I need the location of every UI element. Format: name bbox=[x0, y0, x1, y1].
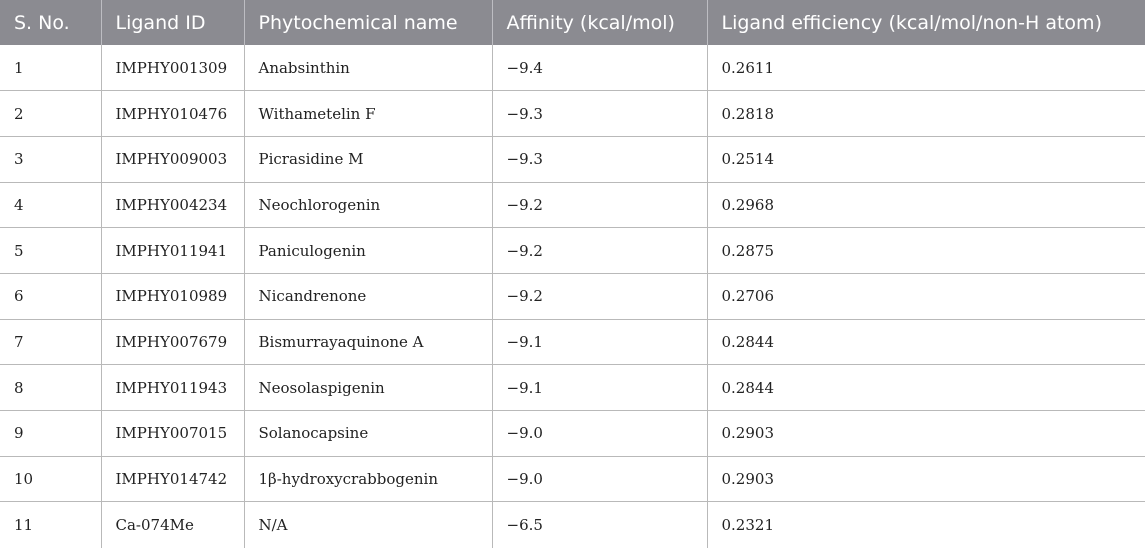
cell-ligand-id: IMPHY009003 bbox=[101, 136, 244, 182]
cell-serial-number: 7 bbox=[0, 319, 101, 365]
table-row bbox=[0, 502, 1145, 548]
header-row bbox=[0, 0, 1145, 45]
cell-affinity: −9.2 bbox=[492, 273, 707, 319]
cell-ligand-id: Ca-074Me bbox=[101, 502, 244, 548]
header-phytochemical-name: Phytochemical name bbox=[244, 0, 492, 45]
cell-serial-number: 4 bbox=[0, 182, 101, 228]
cell-affinity: −6.5 bbox=[492, 502, 707, 548]
cell-serial-number: 11 bbox=[14, 515, 34, 534]
cell-ligand-efficiency: 0.2844 bbox=[707, 365, 1145, 411]
cell-serial-number: 2 bbox=[0, 91, 101, 137]
table-row bbox=[0, 365, 1145, 411]
cell-phytochemical-name: Anabsinthin bbox=[244, 45, 492, 91]
cell-phytochemical-name: Picrasidine M bbox=[244, 136, 492, 182]
cell-phytochemical-name: Solanocapsine bbox=[244, 411, 492, 457]
cell-affinity: −9.2 bbox=[492, 228, 707, 274]
cell-phytochemical-name: Nicandrenone bbox=[244, 273, 492, 319]
cell-serial-number: 9 bbox=[0, 411, 101, 457]
cell-ligand-id: IMPHY007679 bbox=[101, 319, 244, 365]
cell-affinity: −9.1 bbox=[492, 365, 707, 411]
header-ligand-id: Ligand ID bbox=[101, 0, 244, 45]
header-ligand-efficiency: Ligand efficiency (kcal/mol/non-H atom) bbox=[707, 0, 1145, 45]
cell-phytochemical-name: Bismurrayaquinone A bbox=[244, 319, 492, 365]
cell-phytochemical-name: Neochlorogenin bbox=[244, 182, 492, 228]
cell-affinity: −9.0 bbox=[492, 456, 707, 502]
cell-phytochemical-name: Neosolaspigenin bbox=[244, 365, 492, 411]
cell-ligand-efficiency: 0.2968 bbox=[707, 182, 1145, 228]
cell-serial-number: 3 bbox=[0, 136, 101, 182]
cell-ligand-id: IMPHY010989 bbox=[101, 273, 244, 319]
cell-ligand-efficiency: 0.2321 bbox=[707, 502, 1145, 548]
table-body bbox=[0, 45, 1145, 548]
cell-ligand-efficiency: 0.2706 bbox=[707, 273, 1145, 319]
table-row bbox=[0, 273, 1145, 319]
cell-ligand-efficiency: 0.2818 bbox=[707, 91, 1145, 137]
cell-ligand-efficiency: 0.2611 bbox=[707, 45, 1145, 91]
cell-serial-number: 6 bbox=[0, 273, 101, 319]
table-row bbox=[0, 45, 1145, 91]
cell-phytochemical-name: Paniculogenin bbox=[244, 228, 492, 274]
cell-serial-number: 8 bbox=[0, 365, 101, 411]
cell-phytochemical-name: Withametelin F bbox=[244, 91, 492, 137]
table-row bbox=[0, 456, 1145, 502]
cell-serial-number: 10 bbox=[0, 456, 101, 502]
header-affinity: Affinity (kcal/mol) bbox=[492, 0, 707, 45]
cell-ligand-efficiency: 0.2875 bbox=[707, 228, 1145, 274]
table-row bbox=[0, 182, 1145, 228]
cell-ligand-efficiency: 0.2903 bbox=[707, 456, 1145, 502]
cell-ligand-efficiency: 0.2844 bbox=[707, 319, 1145, 365]
table-row bbox=[0, 91, 1145, 137]
cell-ligand-id: IMPHY007015 bbox=[101, 411, 244, 457]
cell-affinity: −9.0 bbox=[492, 411, 707, 457]
cell-affinity: −9.2 bbox=[492, 182, 707, 228]
cell-ligand-id: IMPHY011941 bbox=[101, 228, 244, 274]
cell-affinity: −9.4 bbox=[492, 45, 707, 91]
table-row bbox=[0, 319, 1145, 365]
table-row bbox=[0, 228, 1145, 274]
cell-ligand-id: IMPHY004234 bbox=[101, 182, 244, 228]
cell-phytochemical-name: 1β-hydroxycrabbogenin bbox=[244, 456, 492, 502]
cell-affinity: −9.1 bbox=[492, 319, 707, 365]
table-row bbox=[0, 411, 1145, 457]
cell-ligand-id: IMPHY014742 bbox=[101, 456, 244, 502]
cell-affinity: −9.3 bbox=[492, 91, 707, 137]
header-serial-number: S. No. bbox=[14, 11, 70, 34]
cell-serial-number: 5 bbox=[0, 228, 101, 274]
table-row bbox=[0, 136, 1145, 182]
cell-affinity: −9.3 bbox=[492, 136, 707, 182]
cell-ligand-id: IMPHY001309 bbox=[101, 45, 244, 91]
cell-ligand-id: IMPHY010476 bbox=[101, 91, 244, 137]
cell-ligand-efficiency: 0.2514 bbox=[707, 136, 1145, 182]
cell-ligand-efficiency: 0.2903 bbox=[707, 411, 1145, 457]
table-header bbox=[0, 0, 1145, 45]
cell-phytochemical-name: N/A bbox=[244, 502, 492, 548]
cell-serial-number: 1 bbox=[0, 45, 101, 91]
cell-ligand-id: IMPHY011943 bbox=[101, 365, 244, 411]
